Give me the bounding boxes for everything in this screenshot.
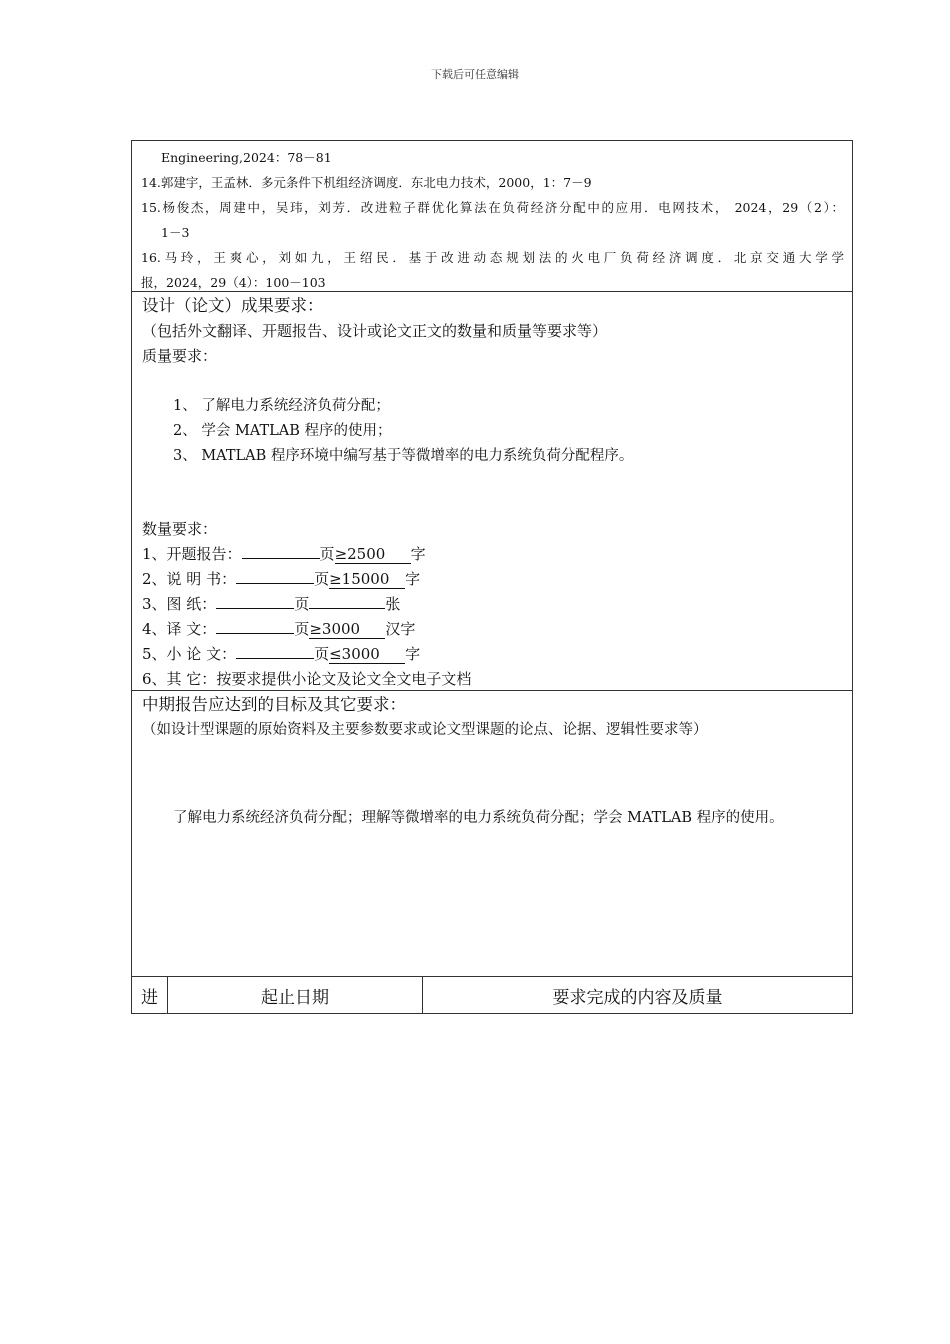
quantity-label: 6、其 它： — [142, 670, 217, 688]
requirements-subtitle: （包括外文翻译、开题报告、设计或论文正文的数量和质量等要求等） — [142, 322, 608, 340]
reference-16-cont: 报，2024，29（4）：100－103 — [141, 275, 326, 290]
midterm-section — [132, 692, 852, 977]
task-form-table — [131, 140, 853, 1014]
reference-15-cont: 1－3 — [161, 225, 190, 240]
quantity-title: 数量要求： — [142, 520, 218, 538]
progress-col-dates: 起止日期 — [168, 977, 423, 1013]
reference-line: Engineering,2024：78－81 — [161, 150, 332, 165]
quantity-label: 5、小 论 文： — [142, 645, 237, 663]
midterm-subtitle: （如设计型课题的原始资料及主要参数要求或论文型课题的论点、论据、逻辑性要求等） — [142, 722, 708, 738]
quantity-value — [309, 608, 385, 609]
requirements-section — [132, 293, 852, 691]
page-header: 下载后可任意编辑 — [431, 68, 519, 81]
midterm-title: 中期报告应达到的目标及其它要求： — [142, 695, 406, 714]
quantity-item — [142, 592, 842, 617]
quantity-item — [142, 567, 842, 592]
blank-pages — [216, 608, 294, 609]
unit: 页 — [294, 620, 310, 638]
reference-16: 16.马玲，王爽心，刘如九，王绍民．基于改进动态规划法的火电厂负荷经济调度．北京交通大学学 — [141, 250, 844, 265]
references-section — [132, 141, 852, 292]
blank-pages — [242, 558, 320, 559]
quantity-item — [142, 617, 842, 642]
reference-15: 15.杨俊杰，周建中，吴玮，刘芳．改进粒子群优化算法在负荷经济分配中的应用．电网技术， 2024，29（2）： — [141, 200, 844, 215]
quantity-item — [142, 542, 842, 567]
quantity-item-other — [142, 667, 842, 692]
unit: 页 — [294, 595, 310, 613]
quantity-item — [142, 642, 842, 667]
quantity-label: 2、说 明 书： — [142, 570, 237, 588]
requirements-title: 设计（论文）成果要求： — [142, 296, 324, 315]
unit: 汉字 — [385, 620, 416, 638]
quality-title: 质量要求： — [142, 347, 218, 365]
progress-header-row — [132, 977, 852, 1013]
blank-pages — [236, 583, 314, 584]
quality-item: 1、 了解电力系统经济负荷分配； — [173, 398, 390, 414]
quality-list — [142, 394, 842, 469]
progress-col-content: 要求完成的内容及质量 — [552, 987, 723, 1008]
quantity-value: ≥2500 — [335, 545, 411, 564]
other-value: 按要求提供小论文及论文全文电子文档 — [216, 670, 472, 688]
quantity-value: ≤3000 — [329, 645, 405, 664]
midterm-body: 了解电力系统经济负荷分配；理解等微增率的电力系统负荷分配；学会 MATLAB 程序的使用。 — [173, 810, 784, 826]
quantity-label: 1、开题报告： — [142, 545, 242, 563]
unit: 页 — [319, 545, 335, 563]
blank-pages — [236, 658, 314, 659]
quantity-label: 4、译 文： — [142, 620, 217, 638]
reference-14: 14.郭建宇，王孟林．多元条件下机组经济调度．东北电力技术，2000，1：7－9 — [141, 175, 592, 190]
unit: 字 — [405, 570, 421, 588]
unit: 字 — [405, 645, 421, 663]
quantity-value: ≥3000 — [309, 620, 385, 639]
blank-pages — [216, 633, 294, 634]
unit: 页 — [314, 645, 330, 663]
quality-item: 2、 学会 MATLAB 程序的使用； — [173, 423, 392, 439]
quantity-value: ≥15000 — [329, 570, 405, 589]
quality-item: 3、 MATLAB 程序环境中编写基于等微增率的电力系统负荷分配程序。 — [173, 448, 634, 464]
unit: 张 — [385, 595, 401, 613]
unit: 页 — [314, 570, 330, 588]
quantity-label: 3、图 纸： — [142, 595, 217, 613]
progress-col-label: 进 — [132, 977, 168, 1013]
unit: 字 — [410, 545, 426, 563]
